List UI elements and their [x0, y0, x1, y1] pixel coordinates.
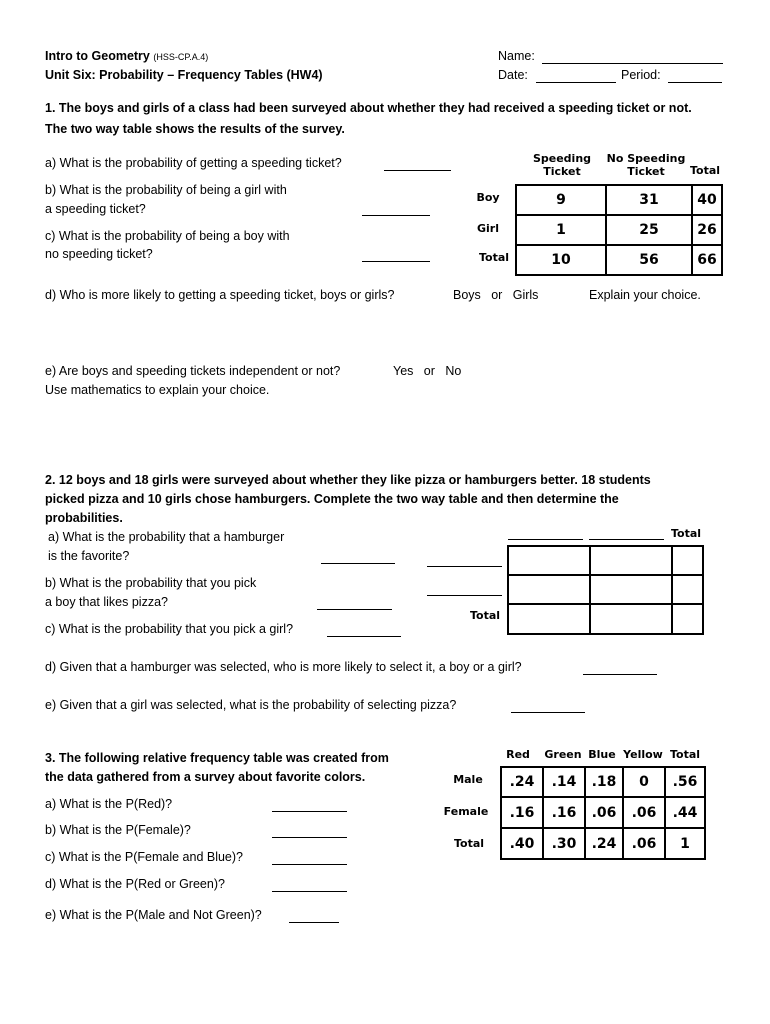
- q2-cell[interactable]: [508, 575, 590, 604]
- q1-row-boy: Boy: [476, 191, 500, 204]
- q2-b-line1: b) What is the probability that you pick: [45, 576, 257, 590]
- q3-cell: .40: [501, 828, 543, 859]
- q3-e: e) What is the P(Male and Not Green)?: [45, 908, 262, 922]
- q3-col-total: Total: [669, 748, 701, 761]
- q1-c-line2: no speeding ticket?: [45, 247, 153, 261]
- q3-col-blue: Blue: [588, 748, 616, 761]
- q1-a: a) What is the probability of getting a speeding ticket?: [45, 156, 342, 170]
- q1-c-answer[interactable]: [362, 261, 430, 262]
- q1-e-options[interactable]: Yes or No: [393, 364, 462, 378]
- q2-cell[interactable]: [672, 604, 703, 634]
- q3-cell: .06: [585, 797, 623, 828]
- q3-cell: .16: [543, 797, 585, 828]
- q1-cell: 25: [606, 215, 692, 245]
- standard-code: (HSS-CP.A.4): [153, 52, 209, 62]
- q1-d: d) Who is more likely to getting a speeding ticket, boys or girls?: [45, 288, 395, 302]
- q2-c-answer[interactable]: [327, 636, 401, 637]
- q2-col-total: Total: [670, 527, 702, 540]
- q3-relative-frequency-table: [500, 766, 706, 860]
- q3-col-yellow: Yellow: [623, 748, 663, 761]
- q2-a-line1: a) What is the probability that a hamburger: [48, 530, 285, 544]
- q3-cell: .24: [501, 767, 543, 797]
- q2-two-way-table: [507, 545, 704, 635]
- q1-e-line2: Use mathematics to explain your choice.: [45, 383, 270, 397]
- q1-a-answer[interactable]: [384, 170, 451, 171]
- q2-col-header-blank[interactable]: [508, 539, 583, 540]
- q1-c-line1: c) What is the probability of being a boy with: [45, 229, 290, 243]
- q1-prompt-line2: The two way table shows the results of the survey.: [45, 122, 345, 136]
- q1-col-speeding: Speeding Ticket: [532, 152, 592, 178]
- q3-a: a) What is the P(Red)?: [45, 797, 173, 811]
- q2-cell[interactable]: [508, 604, 590, 634]
- q3-cell: .14: [543, 767, 585, 797]
- q2-cell[interactable]: [590, 546, 672, 575]
- q2-b-answer[interactable]: [317, 609, 392, 610]
- q2-e: e) Given that a girl was selected, what is the probability of selecting pizza?: [45, 698, 457, 712]
- q2-b-line2: a boy that likes pizza?: [45, 595, 168, 609]
- q1-two-way-table: [515, 184, 723, 276]
- q3-prompt-line2: the data gathered from a survey about favorite colors.: [45, 770, 366, 784]
- q2-prompt-line2: picked pizza and 10 girls chose hamburgers. Complete the two way table and then determine the: [45, 492, 619, 506]
- q3-row-female: Female: [443, 805, 489, 818]
- q1-col-total: Total: [689, 164, 721, 177]
- q2-cell[interactable]: [672, 575, 703, 604]
- q1-b-line2: a speeding ticket?: [45, 202, 146, 216]
- q3-row-male: Male: [453, 773, 483, 786]
- q1-cell: 26: [692, 215, 722, 245]
- q1-cell: 40: [692, 185, 722, 215]
- q2-row-total: Total: [469, 609, 501, 622]
- period-label: Period:: [621, 68, 661, 82]
- q1-cell: 31: [606, 185, 692, 215]
- q3-c: c) What is the P(Female and Blue)?: [45, 850, 243, 864]
- q1-e-line1: e) Are boys and speeding tickets independent or not?: [45, 364, 341, 378]
- q3-cell: .56: [665, 767, 705, 797]
- course-name: Intro to Geometry: [45, 49, 150, 63]
- q1-b-answer[interactable]: [362, 215, 430, 216]
- q1-row-girl: Girl: [477, 222, 499, 235]
- date-field[interactable]: [536, 82, 616, 83]
- q3-cell: 0: [623, 767, 665, 797]
- date-label: Date:: [498, 68, 528, 82]
- q3-cell: 1: [665, 828, 705, 859]
- q3-cell: .44: [665, 797, 705, 828]
- period-field[interactable]: [668, 82, 722, 83]
- q1-d-options[interactable]: Boys or Girls: [453, 288, 539, 302]
- q3-cell: .30: [543, 828, 585, 859]
- q1-d-explain: Explain your choice.: [589, 288, 701, 302]
- q1-cell: 66: [692, 245, 722, 275]
- unit-title: Unit Six: Probability – Frequency Tables (HW4): [45, 68, 323, 82]
- q2-a-line2: is the favorite?: [48, 549, 130, 563]
- q2-c: c) What is the probability that you pick a girl?: [45, 622, 294, 636]
- q3-d-answer[interactable]: [272, 891, 347, 892]
- q3-cell: .06: [623, 797, 665, 828]
- q2-col-header-blank[interactable]: [589, 539, 664, 540]
- q2-cell[interactable]: [508, 546, 590, 575]
- q3-b: b) What is the P(Female)?: [45, 823, 191, 837]
- q1-row-total: Total: [478, 251, 510, 264]
- q3-e-answer[interactable]: [289, 922, 339, 923]
- q2-prompt-line1: 2. 12 boys and 18 girls were surveyed about whether they like pizza or hamburgers better. 18 students: [45, 473, 651, 487]
- q3-d: d) What is the P(Red or Green)?: [45, 877, 225, 891]
- q2-row-header-blank[interactable]: [427, 595, 502, 596]
- q3-cell: .06: [623, 828, 665, 859]
- q1-b-line1: b) What is the probability of being a girl with: [45, 183, 287, 197]
- q2-d-answer[interactable]: [583, 674, 657, 675]
- q1-cell: 1: [516, 215, 606, 245]
- q3-cell: .24: [585, 828, 623, 859]
- q2-e-answer[interactable]: [511, 712, 585, 713]
- q3-a-answer[interactable]: [272, 811, 347, 812]
- name-field[interactable]: [542, 63, 723, 64]
- q2-d: d) Given that a hamburger was selected, who is more likely to select it, a boy or a girl?: [45, 660, 522, 674]
- q1-cell: 9: [516, 185, 606, 215]
- q2-row-header-blank[interactable]: [427, 566, 502, 567]
- q3-cell: .16: [501, 797, 543, 828]
- q3-c-answer[interactable]: [272, 864, 347, 865]
- q2-a-answer[interactable]: [321, 563, 395, 564]
- q2-prompt-line3: probabilities.: [45, 511, 123, 525]
- q2-cell[interactable]: [590, 604, 672, 634]
- q1-prompt-line1: 1. The boys and girls of a class had been surveyed about whether they had received a speeding ticket or not.: [45, 101, 692, 115]
- q2-cell[interactable]: [672, 546, 703, 575]
- q1-cell: 56: [606, 245, 692, 275]
- q1-cell: 10: [516, 245, 606, 275]
- q3-cell: .18: [585, 767, 623, 797]
- q3-prompt-line1: 3. The following relative frequency table was created from: [45, 751, 389, 765]
- course-title: [45, 49, 208, 65]
- q2-cell[interactable]: [590, 575, 672, 604]
- q3-col-green: Green: [544, 748, 582, 761]
- name-label: Name:: [498, 49, 535, 63]
- q3-row-total: Total: [453, 837, 485, 850]
- q1-col-nospeeding: No Speeding Ticket: [606, 152, 686, 178]
- q3-col-red: Red: [506, 748, 530, 761]
- q3-b-answer[interactable]: [272, 837, 347, 838]
